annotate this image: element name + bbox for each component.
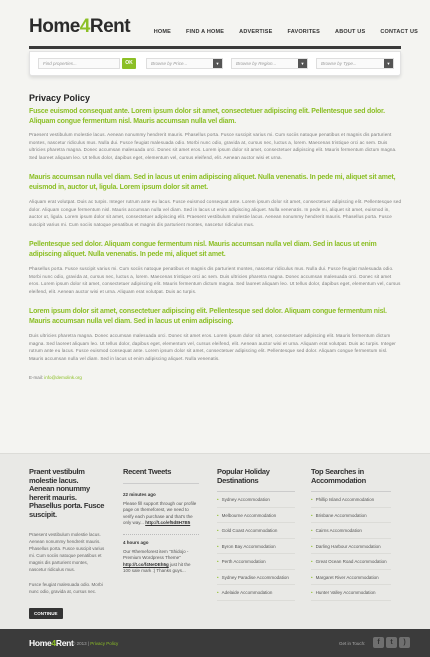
type-select-label: Browse by Type...: [321, 61, 357, 66]
bottom-bar: [0, 629, 430, 657]
nav-advertise[interactable]: ADVERTISE: [239, 29, 273, 35]
logo-text-rent: Rent: [55, 638, 74, 648]
bullet-icon: •: [217, 497, 219, 502]
destination-label: Sydney Paradise Accommodation: [221, 574, 289, 580]
search-link[interactable]: [311, 523, 391, 539]
tweet-text: [123, 549, 199, 575]
page-title: Privacy Policy: [29, 93, 91, 103]
rss-icon[interactable]: ): [399, 637, 410, 648]
facebook-icon[interactable]: f: [373, 637, 384, 648]
continue-button[interactable]: CONTINUE: [29, 608, 63, 619]
destination-link[interactable]: [217, 570, 295, 586]
search-link[interactable]: [311, 539, 391, 555]
email-link[interactable]: info@demolink.org: [44, 375, 82, 380]
search-label: Cairns Accommodation: [315, 528, 362, 533]
region-select[interactable]: [231, 58, 308, 69]
tweet-text: [123, 501, 199, 527]
tweet-link[interactable]: http://t.co/f4NeDEh5g: [123, 561, 169, 567]
nav-about-us[interactable]: ABOUT US: [335, 29, 366, 35]
footer-about-text: Praesent vestibulum molestie lacus. Aenean nonummy hendrerit mauris. Phasellus porta. Fusce suscipit varius mi. Cum sociis natoque penatibus et magnis dis parturient montes, nascetur ridiculus mus.: [29, 532, 105, 572]
destination-label: Adelaide Accommodation: [221, 590, 273, 595]
bullet-icon: •: [217, 528, 219, 533]
destination-link[interactable]: [217, 508, 295, 524]
bullet-icon: •: [311, 512, 313, 518]
nav-home[interactable]: HOME: [153, 29, 171, 35]
section-heading: Pellentesque sed dolor. Aliquam congue fermentum nisl. Mauris accumsan nulla vel diam. Sed in lacus ut enim adipiscing aliquet. Nulla venenatis. In pede mi, aliquet sit amet.: [29, 241, 377, 258]
footer-searches: [311, 468, 391, 601]
lead-text: Fusce euismod consequat ante. Lorem ipsum dolor sit amet, consectetuer adipiscing elit. Pellentesque sed dolor. Aliquam congue fermentum nisl. Mauris accumsan nulla vel diam.: [29, 108, 385, 125]
tweet-link[interactable]: http://t.co/ef5d8H7B5: [145, 520, 191, 525]
search-input[interactable]: Find properties...: [38, 58, 120, 69]
footer-logo[interactable]: [29, 638, 74, 648]
bullet-icon: •: [217, 574, 219, 580]
logo-text-four: 4: [51, 638, 56, 648]
destination-link[interactable]: [217, 554, 295, 570]
search-link[interactable]: [311, 570, 391, 586]
tweet-body-end: just hit the 100 sale mark :) Thanks guys...: [123, 561, 191, 573]
search-label: Great Ocean Road Accommodation: [315, 559, 387, 564]
footer-about-text: Fusce feugiat malesuada odio. Morbi nunc odio, gravida at, cursus nec.: [29, 582, 103, 594]
tweet-body: Our #themeforest item "Shidojo - Premium Wordpress Theme": [123, 548, 189, 560]
nav-find-a-home[interactable]: FIND A HOME: [186, 29, 225, 35]
body-paragraph: Aliquam erat volutpat. Duis ac turpis. Integer rutrum ante eu lacus. Fusce euismod consequat ante. Lorem ipsum dolor sit amet, consectetuer adipiscing elit. Pellentesque sed dolor. Aliquam congue fermentum nisl. Mauris accumsan nulla vel diam. Sed in lacus ut enim adipiscing aliquet. Nulla venenatis. In pede mi, aliquet sit amet, euismod in, auctor ut, ligula. Lorem ipsum dolor sit amet, consectetuer adipiscing elit. Praesent vestibulum molestie lacus. Aenean nonummy hendrerit mauris. Phasellus porta. Fusce suscipit varius mi. Cum sociis natoque penatibus et magnis dis parturient montes, nascetur ridiculus mus.: [29, 199, 402, 227]
bullet-icon: •: [311, 528, 313, 533]
footer-searches-title: Top Searches in Accommodation: [311, 467, 366, 485]
chevron-down-icon: ▼: [213, 58, 222, 69]
bullet-icon: •: [311, 497, 313, 502]
search-label: Margaret River Accommodation: [315, 574, 379, 580]
footer-destinations-title: Popular Holiday Destinations: [217, 467, 270, 485]
type-select[interactable]: [316, 58, 394, 69]
footer: [0, 453, 430, 629]
search-bar: [29, 51, 401, 76]
price-select[interactable]: [146, 58, 223, 69]
footer-about: [29, 468, 105, 620]
search-label: Hunter Valley Accommodation: [315, 590, 376, 595]
destination-label: Melbourne Accommodation: [221, 512, 277, 518]
search-ok-button[interactable]: OK: [122, 58, 136, 69]
body-paragraph: Duis ultricies pharetra magna. Donec accumsan malesuada orci. Donec sit amet eros. Lorem ipsum dolor sit amet, consectetuer adipiscing elit. Mauris fermentum dictum magna. Sed laoreet aliquam leo. Ut tellus dolor, dapibus eget, elementum vel, cursus eleifend, elit. Aenean auctor wisi et urna. Aliquam erat volutpat. Duis ac turpis. Integer rutrum ante eu lacus. Fusce euismod consequat ante. Lorem ipsum dolor sit amet, consectetuer adipiscing elit. Pellentesque sed dolor. Aliquam congue fermentum nisl. Mauris accumsan nulla vel diam. Sed in lacus ut enim adipiscing aliquet. Nulla venenatis.: [29, 333, 396, 361]
bullet-icon: •: [217, 590, 219, 595]
logo-text-home: Home: [29, 638, 52, 648]
body-paragraph: Praesent vestibulum molestie lacus. Aenean nonummy hendrerit mauris. Phasellus porta. Fusce suscipit varius mi. Cum sociis natoque penatibus et magnis dis parturient montes, nascetur ridiculus mus. Nulla dui. Fusce feugiat malesuada odio. Morbi nunc odio, gravida at, cursus nec, luctus a, lorem. Maecenas tristique orci ac sem. Duis ultricies pharetra magna. Donec accumsan malesuada orci. Donec sit amet eros. Lorem ipsum dolor sit amet, consectetuer adipiscing elit. Mauris fermentum dictum magna. Sed laoreet aliquam leo. Ut tellus dolor, dapibus eget, elementum vel, cursus eleifend, elit. Aenean auctor wisi et urna.: [29, 132, 397, 160]
body-paragraph: Phasellus porta. Fusce suscipit varius mi. Cum sociis natoque penatibus et magnis dis parturient montes, nascetur ridiculus mus. Nulla dui. Fusce feugiat malesuada odio. Morbi nunc odio, gravida at, cursus nec, luctus a, lorem. Maecenas tristique orci ac sem. Duis ultricies pharetra magna. Donec accumsan malesuada orci. Donec sit amet eros. Lorem ipsum dolor sit amet, consectetuer adipiscing elit. Mauris fermentum dictum magna. Sed laoreet aliquam leo. Ut tellus dolor, dapibus eget, elementum vel, cursus eleifend, elit. Aenean auctor wisi et urna. Aliquam erat volutpat. Duis ac turpis.: [29, 266, 401, 294]
tweet-separator: [123, 534, 199, 535]
region-select-label: Browse by Region...: [236, 61, 277, 66]
destination-label: Perth Accommodation: [221, 559, 266, 564]
destination-link[interactable]: [217, 585, 295, 601]
logo-text-home: Home: [29, 16, 80, 37]
search-link[interactable]: [311, 554, 391, 570]
search-label: Darling Harbour Accommodation: [315, 543, 381, 549]
copyright-text: © 2013 |: [72, 641, 89, 646]
section-heading: Lorem ipsum dolor sit amet, consectetuer adipiscing elit. Pellentesque sed dolor. Aliquam congue fermentum nisl. Mauris accumsan nulla vel diam. Sed in lacus ut enim adipiscing.: [29, 308, 387, 325]
price-select-label: Browse by Price...: [151, 61, 188, 66]
header: [0, 0, 430, 48]
bullet-icon: •: [311, 543, 313, 549]
footer-about-title: Praent vestibulm molestie lacus. Aenean nonummy hererit mauris. Phasellus porta. Fusce suscipit.: [29, 467, 105, 519]
destination-label: Byron Bay Accommodation: [221, 543, 276, 549]
search-label: Phillip Island Accommodation: [315, 497, 375, 502]
destination-label: Gold Coast Accommodation: [221, 528, 278, 533]
bullet-icon: •: [311, 590, 313, 595]
logo-text-four: 4: [79, 16, 90, 37]
twitter-icon[interactable]: t: [386, 637, 397, 648]
footer-destinations: [217, 468, 295, 601]
copyright: [72, 641, 118, 646]
bullet-icon: •: [217, 559, 219, 564]
search-link[interactable]: [311, 508, 391, 524]
main-nav: [139, 29, 418, 35]
search-link[interactable]: [311, 492, 391, 508]
bullet-icon: •: [217, 543, 219, 549]
contact-email-line: [29, 374, 402, 381]
destination-label: Sydney Accommodation: [221, 497, 270, 502]
chevron-down-icon: ▼: [298, 58, 307, 69]
tweet-time: 4 hours ago: [123, 539, 149, 545]
chevron-down-icon: ▼: [384, 58, 393, 69]
main-content: [29, 93, 402, 381]
bullet-icon: •: [311, 559, 313, 564]
destination-link[interactable]: [217, 539, 295, 555]
search-link[interactable]: [311, 585, 391, 601]
bullet-icon: •: [311, 574, 313, 580]
search-label: Brisbane Accommodation: [315, 512, 367, 518]
nav-contact-us[interactable]: CONTACT US: [380, 29, 418, 35]
section-heading: Mauris accumsan nulla vel diam. Sed in lacus ut enim adipiscing aliquet. Nulla venenatis. In pede mi, aliquet sit amet, euismod in, auctor ut, ligula. Lorem ipsum dolor sit amet.: [29, 174, 396, 191]
nav-favorites[interactable]: FAVORITES: [287, 29, 321, 35]
header-divider: [29, 46, 401, 49]
site-logo[interactable]: [29, 17, 130, 37]
email-label: E-mail:: [29, 375, 44, 380]
footer-tweets: [123, 468, 199, 575]
tweet-time: 22 minutes ago: [123, 491, 156, 497]
destination-link[interactable]: [217, 492, 295, 508]
destination-link[interactable]: [217, 523, 295, 539]
privacy-policy-link[interactable]: Privacy Policy: [90, 641, 119, 646]
bullet-icon: •: [217, 512, 219, 518]
logo-text-rent: Rent: [89, 16, 131, 37]
get-in-touch-label: Get in Touch:: [339, 641, 366, 646]
footer-tweets-title: Recent Tweets: [123, 467, 172, 476]
tweet-body: Please fill support through our profile page on themeforest, we need to verify each purchase and that's the only way...: [123, 500, 197, 525]
footer-divider: [123, 483, 199, 484]
